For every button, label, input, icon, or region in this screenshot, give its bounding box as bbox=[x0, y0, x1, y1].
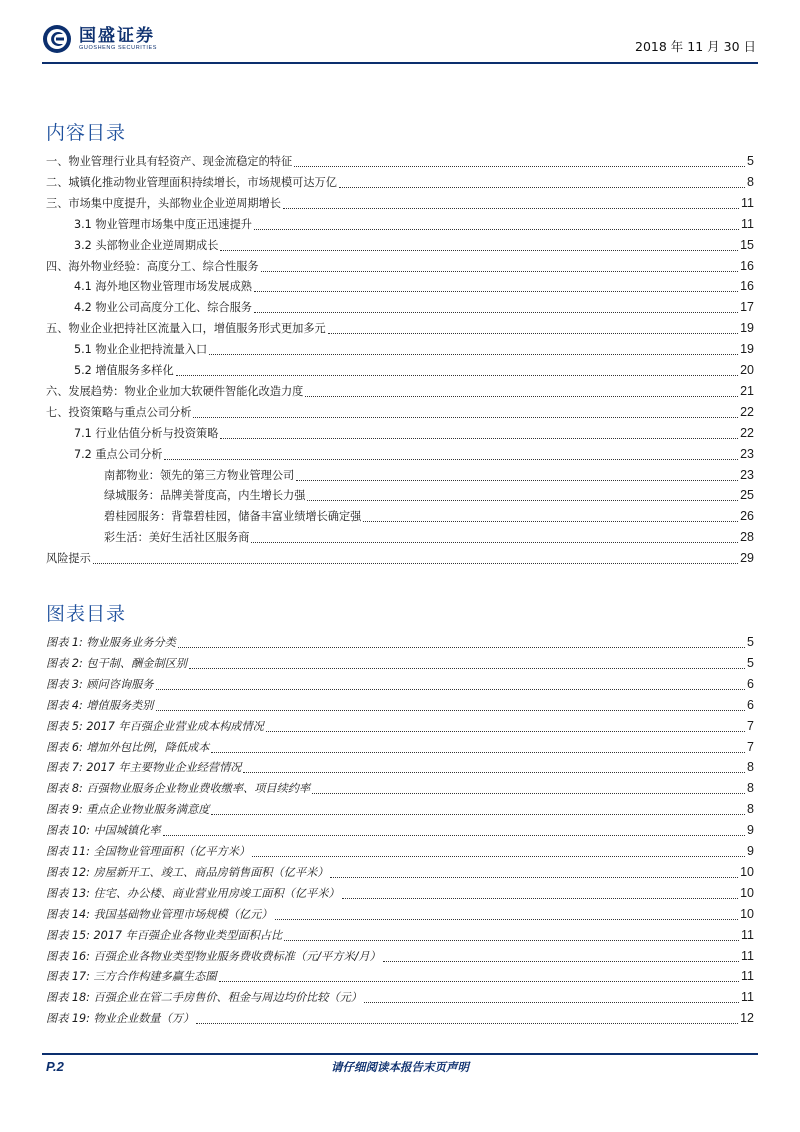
logo-english-name: GUOSHENG SECURITIES bbox=[79, 44, 158, 51]
toc-entry-title: 4.1 海外地区物业管理市场发展成熟 bbox=[74, 280, 252, 294]
footer-divider bbox=[42, 1053, 758, 1055]
dot-leader bbox=[211, 751, 745, 753]
guosheng-logo-icon bbox=[42, 24, 72, 54]
figure-entry-page: 10 bbox=[740, 885, 754, 900]
figure-entry-title: 图表 3: 顾问咨询服务 bbox=[46, 677, 154, 691]
figure-entry[interactable] bbox=[46, 697, 754, 715]
dot-leader bbox=[220, 437, 738, 439]
dot-leader bbox=[176, 374, 738, 376]
dot-leader bbox=[193, 416, 738, 418]
toc-entry-title: 3.1 物业管理市场集中度正迅速提升 bbox=[74, 217, 252, 231]
toc-entry-page: 5 bbox=[747, 154, 754, 168]
figure-entry-title: 图表 1: 物业服务业务分类 bbox=[46, 636, 176, 649]
figure-entry-page: 11 bbox=[741, 969, 754, 984]
toc-entry[interactable] bbox=[74, 341, 754, 359]
figure-entry[interactable] bbox=[46, 968, 754, 986]
dot-leader bbox=[209, 353, 738, 355]
toc-entry[interactable] bbox=[74, 362, 754, 380]
dot-leader bbox=[189, 667, 745, 669]
toc-entry-title: 7.2 重点公司分析 bbox=[74, 447, 163, 461]
toc-entry-title: 南都物业：领先的第三方物业管理公司 bbox=[104, 468, 295, 482]
toc-entry[interactable] bbox=[46, 320, 754, 338]
dot-leader bbox=[252, 855, 745, 857]
dot-leader bbox=[364, 1001, 739, 1003]
figure-entry-title: 图表 11: 全国物业管理面积（亿平方米） bbox=[46, 845, 251, 858]
figure-entry-title: 图表 8: 百强物业服务企业物业费收缴率、项目续约率 bbox=[46, 782, 311, 796]
toc-entry-title: 五、物业企业把持社区流量入口，增值服务形式更加多元 bbox=[46, 322, 326, 336]
dot-leader bbox=[342, 897, 738, 899]
figure-entry-page: 9 bbox=[747, 844, 754, 858]
toc-entry-title: 四、海外物业经验：高度分工、综合性服务 bbox=[46, 259, 259, 273]
toc-entry-page: 16 bbox=[740, 258, 754, 273]
figure-entry-title: 图表 15: 2017 年百强企业各物业类型面积占比 bbox=[46, 928, 283, 942]
dot-leader bbox=[294, 165, 745, 167]
dot-leader bbox=[254, 228, 739, 230]
toc-entry[interactable] bbox=[46, 174, 754, 192]
figure-entry[interactable] bbox=[46, 718, 754, 736]
disclaimer-note: 请仔细阅读本报告末页声明 bbox=[331, 1060, 469, 1074]
figure-entry[interactable] bbox=[46, 780, 754, 798]
figure-entry-page: 11 bbox=[741, 927, 754, 942]
report-date: 2018 年 11 月 30 日 bbox=[635, 39, 756, 54]
figure-entry[interactable] bbox=[46, 906, 754, 924]
logo-chinese-name: 国盛证券 bbox=[79, 25, 155, 46]
figure-entry-title: 图表 13: 住宅、办公楼、商业营业用房竣工面积（亿平米） bbox=[46, 886, 340, 900]
dot-leader bbox=[196, 1022, 738, 1024]
figure-entry-page: 10 bbox=[740, 864, 754, 879]
figure-entry-title: 图表 12: 房屋新开工、竣工、商品房销售面积（亿平米） bbox=[46, 865, 329, 879]
dot-leader bbox=[383, 960, 739, 962]
toc-entry[interactable] bbox=[104, 529, 754, 547]
toc-entry-page: 16 bbox=[740, 279, 754, 294]
toc-entry-title: 彩生活：美好生活社区服务商 bbox=[104, 531, 250, 545]
dot-leader bbox=[266, 730, 745, 732]
figure-entry-title: 图表 10: 中国城镇化率 bbox=[46, 824, 161, 838]
figure-entry[interactable] bbox=[46, 655, 754, 673]
dot-leader bbox=[328, 332, 738, 334]
figure-entry[interactable] bbox=[46, 864, 754, 882]
figure-entry-page: 8 bbox=[747, 760, 754, 775]
toc-entry[interactable] bbox=[46, 195, 754, 213]
toc-entry-page: 17 bbox=[740, 300, 754, 315]
figure-entry-page: 8 bbox=[747, 781, 754, 796]
toc-entry[interactable] bbox=[104, 508, 754, 526]
toc-entry[interactable] bbox=[74, 425, 754, 443]
figure-entry-title: 图表 2: 包干制、酬金制区别 bbox=[46, 656, 188, 670]
dot-leader bbox=[330, 876, 738, 878]
toc-entry-page: 23 bbox=[740, 467, 754, 482]
figure-entry-page: 10 bbox=[740, 906, 754, 921]
toc-entry[interactable] bbox=[74, 237, 754, 255]
toc-entry-page: 22 bbox=[740, 404, 754, 419]
dot-leader bbox=[275, 918, 739, 920]
figure-entry[interactable] bbox=[46, 634, 754, 652]
figure-entry-page: 7 bbox=[747, 739, 754, 754]
figure-entry[interactable] bbox=[46, 948, 754, 966]
figure-entry-page: 6 bbox=[747, 697, 754, 712]
dot-leader bbox=[164, 458, 738, 460]
toc-entry[interactable] bbox=[46, 258, 754, 276]
toc-entry-page: 20 bbox=[740, 363, 754, 377]
figure-entry-title: 图表 18: 百强企业在管二手房售价、租金与周边均价比较（元） bbox=[46, 991, 362, 1005]
toc-entry-title: 3.2 头部物业企业逆周期成长 bbox=[74, 238, 219, 252]
dot-leader bbox=[254, 311, 738, 313]
figure-entry-title: 图表 17: 三方合作构建多赢生态圈 bbox=[46, 970, 217, 984]
dot-leader bbox=[93, 562, 738, 564]
toc-entry-page: 25 bbox=[740, 488, 754, 503]
dot-leader bbox=[312, 792, 745, 794]
figure-entry[interactable] bbox=[46, 927, 754, 945]
toc-entry-title: 七、投资策略与重点公司分析 bbox=[46, 405, 192, 419]
figure-entry[interactable] bbox=[46, 885, 754, 903]
header-divider bbox=[42, 62, 758, 64]
toc-entry-page: 23 bbox=[740, 446, 754, 461]
toc-entry-title: 碧桂园服务：背靠碧桂园，储备丰富业绩增长确定强 bbox=[104, 510, 362, 524]
dot-leader bbox=[283, 207, 739, 209]
toc-entry-page: 21 bbox=[740, 383, 754, 398]
toc-entry-page: 19 bbox=[740, 321, 754, 336]
toc-entry[interactable] bbox=[74, 299, 754, 317]
toc-entry[interactable] bbox=[46, 153, 754, 171]
dot-leader bbox=[156, 709, 746, 711]
toc-entry-title: 4.2 物业公司高度分工化、综合服务 bbox=[74, 301, 252, 315]
figure-entry[interactable] bbox=[46, 739, 754, 757]
figure-entry-page: 8 bbox=[747, 802, 754, 817]
figure-entry[interactable] bbox=[46, 1010, 754, 1028]
company-logo bbox=[42, 24, 157, 54]
toc-entry[interactable] bbox=[46, 404, 754, 422]
dot-leader bbox=[305, 395, 738, 397]
dot-leader bbox=[307, 499, 738, 501]
toc-entry-title: 5.2 增值服务多样化 bbox=[74, 364, 174, 377]
figure-entry[interactable] bbox=[46, 843, 754, 861]
dot-leader bbox=[339, 186, 745, 188]
figure-entry-title: 图表 14: 我国基础物业管理市场规模（亿元） bbox=[46, 907, 273, 921]
figure-entry[interactable] bbox=[46, 759, 754, 777]
toc-entry[interactable] bbox=[74, 216, 754, 234]
figure-entry-page: 12 bbox=[740, 1011, 754, 1026]
toc-entry[interactable] bbox=[46, 383, 754, 401]
toc-entry-page: 8 bbox=[747, 174, 754, 189]
toc-title: 内容目录 bbox=[46, 122, 127, 144]
dot-leader bbox=[284, 939, 739, 941]
figure-entry-title: 图表 6: 增加外包比例，降低成本 bbox=[46, 740, 210, 754]
toc-entry-title: 5.1 物业企业把持流量入口 bbox=[74, 343, 208, 357]
figure-entry-page: 9 bbox=[747, 823, 754, 838]
toc-entry-title: 风险提示 bbox=[46, 552, 91, 566]
toc-entry-page: 19 bbox=[740, 342, 754, 357]
figure-entry-title: 图表 5: 2017 年百强企业营业成本构成情况 bbox=[46, 719, 264, 733]
toc-entry[interactable] bbox=[104, 487, 754, 505]
figure-entry-page: 5 bbox=[747, 655, 754, 670]
toc-entry-title: 一、物业管理行业具有轻资产、现金流稳定的特征 bbox=[46, 155, 293, 168]
figure-entry-title: 图表 9: 重点企业物业服务满意度 bbox=[46, 803, 210, 817]
dot-leader bbox=[254, 290, 738, 292]
toc-entry-page: 11 bbox=[741, 216, 754, 231]
figure-entry-page: 11 bbox=[741, 948, 754, 963]
dot-leader bbox=[363, 520, 738, 522]
toc-entry-title: 绿城服务：品牌美誉度高，内生增长力强 bbox=[104, 489, 306, 503]
toc-entry[interactable] bbox=[104, 467, 754, 485]
figure-entry-title: 图表 4: 增值服务类别 bbox=[46, 698, 154, 712]
figure-entry[interactable] bbox=[46, 676, 754, 694]
toc-entry[interactable] bbox=[46, 550, 754, 568]
figure-entry-page: 11 bbox=[741, 990, 754, 1005]
figure-entry[interactable] bbox=[46, 801, 754, 819]
figure-entry-title: 图表 16: 百强企业各物业类型物业服务费收费标准（元/平方米/月） bbox=[46, 949, 381, 963]
figure-entry[interactable] bbox=[46, 989, 754, 1007]
dot-leader bbox=[261, 270, 739, 272]
toc-entry-title: 7.1 行业估值分析与投资策略 bbox=[74, 426, 219, 440]
dot-leader bbox=[156, 688, 746, 690]
toc-entry-page: 28 bbox=[740, 530, 754, 545]
figure-entry-title: 图表 7: 2017 年主要物业企业经营情况 bbox=[46, 761, 242, 775]
page-number: P.2 bbox=[46, 1059, 64, 1074]
dot-leader bbox=[163, 834, 745, 836]
toc-entry-page: 29 bbox=[740, 551, 754, 566]
toc-entry-page: 11 bbox=[741, 195, 754, 210]
toc-entry-page: 22 bbox=[740, 425, 754, 440]
dot-leader bbox=[178, 646, 745, 648]
toc-entry-page: 26 bbox=[740, 509, 754, 524]
toc-entry[interactable] bbox=[74, 446, 754, 464]
figure-entry-page: 6 bbox=[747, 676, 754, 691]
figure-entry-page: 5 bbox=[747, 635, 754, 649]
figures-title: 图表目录 bbox=[46, 603, 127, 625]
figure-entry-title: 图表 19: 物业企业数量（万） bbox=[46, 1012, 195, 1026]
dot-leader bbox=[211, 813, 745, 815]
dot-leader bbox=[251, 541, 738, 543]
toc-entry-page: 15 bbox=[740, 237, 754, 252]
toc-entry-title: 六、发展趋势：物业企业加大软硬件智能化改造力度 bbox=[46, 384, 304, 398]
figure-entry-page: 7 bbox=[747, 718, 754, 733]
toc-entry-title: 三、市场集中度提升，头部物业企业逆周期增长 bbox=[46, 196, 281, 210]
page-header bbox=[0, 0, 800, 70]
dot-leader bbox=[219, 980, 739, 982]
dot-leader bbox=[220, 249, 738, 251]
toc-entry-title: 二、城镇化推动物业管理面积持续增长，市场规模可达万亿 bbox=[46, 175, 337, 189]
dot-leader bbox=[296, 479, 738, 481]
toc-entry[interactable] bbox=[74, 278, 754, 296]
figure-entry[interactable] bbox=[46, 822, 754, 840]
dot-leader bbox=[243, 771, 745, 773]
